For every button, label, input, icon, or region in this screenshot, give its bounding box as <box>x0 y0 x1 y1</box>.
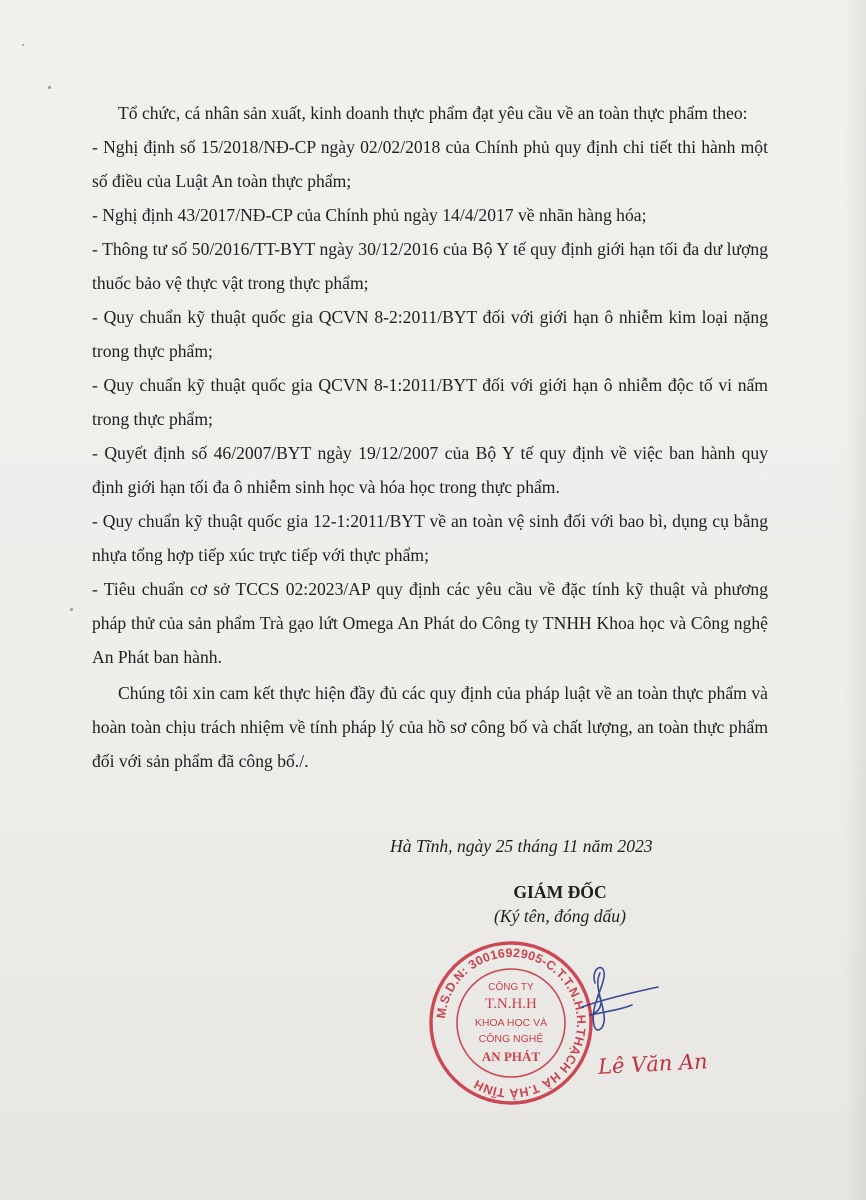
regulation-item: - Nghị định số 15/2018/NĐ-CP ngày 02/02/2018 của Chính phủ quy định chi tiết thi hành một số điều của Luật An toàn thực phẩm; <box>92 137 768 191</box>
regulation-item: - Nghị định 43/2017/NĐ-CP của Chính phủ ngày 14/4/2017 về nhãn hàng hóa; <box>92 205 647 225</box>
regulation-item: - Quy chuẩn kỹ thuật quốc gia QCVN 8-2:2011/BYT đối với giới hạn ô nhiễm kim loại nặng trong thực phẩm; <box>92 307 768 361</box>
regulation-item: - Tiêu chuẩn cơ sở TCCS 02:2023/AP quy định các yêu cầu về đặc tính kỹ thuật và phương pháp thử của sản phẩm Trà gạo lứt Omega An Phát do Công ty TNHH Khoa học và Công nghệ An Phát ban hành. <box>92 579 768 667</box>
paper-speck <box>70 608 73 611</box>
signer-name: Lê Văn An <box>597 1049 709 1079</box>
regulation-item: - Quyết định số 46/2007/BYT ngày 19/12/2007 của Bộ Y tế quy định về việc ban hành quy định giới hạn tối đa ô nhiễm sinh học và hóa học trong thực phẩm. <box>92 443 768 497</box>
seal-line: T.N.H.H <box>485 996 537 1012</box>
paper-speck <box>22 44 24 46</box>
intro-paragraph: Tổ chức, cá nhân sản xuất, kinh doanh thực phẩm đạt yêu cầu về an toàn thực phẩm theo: <box>118 103 748 123</box>
handwritten-signature <box>560 955 680 1045</box>
signer-note: (Ký tên, đóng dấu) <box>494 906 626 926</box>
regulation-item: - Quy chuẩn kỹ thuật quốc gia QCVN 8-1:2011/BYT đối với giới hạn ô nhiễm độc tố vi nấm trong thực phẩm; <box>92 375 768 429</box>
seal-line: KHOA HỌC VÀ <box>474 1017 548 1029</box>
seal-line: CÔNG TY <box>488 982 534 993</box>
paper-speck <box>48 86 51 89</box>
place-date: Hà Tĩnh, ngày 25 tháng 11 năm 2023 <box>390 836 653 856</box>
seal-ring-text: M.S.D.N: 3001692905-C.T.T.N.H.H.THẠCH HÀ T.HÀ TĨNH <box>434 945 589 1101</box>
regulation-item: - Thông tư số 50/2016/TT-BYT ngày 30/12/2016 của Bộ Y tế quy định giới hạn tối đa dư lượng thuốc bảo vệ thực vật trong thực phẩm; <box>92 239 768 293</box>
commitment-paragraph: Chúng tôi xin cam kết thực hiện đầy đủ các quy định của pháp luật về an toàn thực phẩm và hoàn toàn chịu trách nhiệm về tính pháp lý của hồ sơ công bố và chất lượng, an toàn thực phẩm đối với sản phẩm đã công bố./. <box>92 683 768 771</box>
regulation-item: - Quy chuẩn kỹ thuật quốc gia 12-1:2011/BYT về an toàn vệ sinh đối với bao bì, dụng cụ bằng nhựa tổng hợp tiếp xúc trực tiếp với thực phẩm; <box>92 511 768 565</box>
document-body <box>92 96 768 778</box>
signer-title: GIÁM ĐỐC <box>513 882 607 902</box>
seal-line: AN PHÁT <box>481 1049 541 1064</box>
page-edge-shadow <box>844 0 866 1200</box>
seal-line: CÔNG NGHỆ <box>478 1033 544 1045</box>
